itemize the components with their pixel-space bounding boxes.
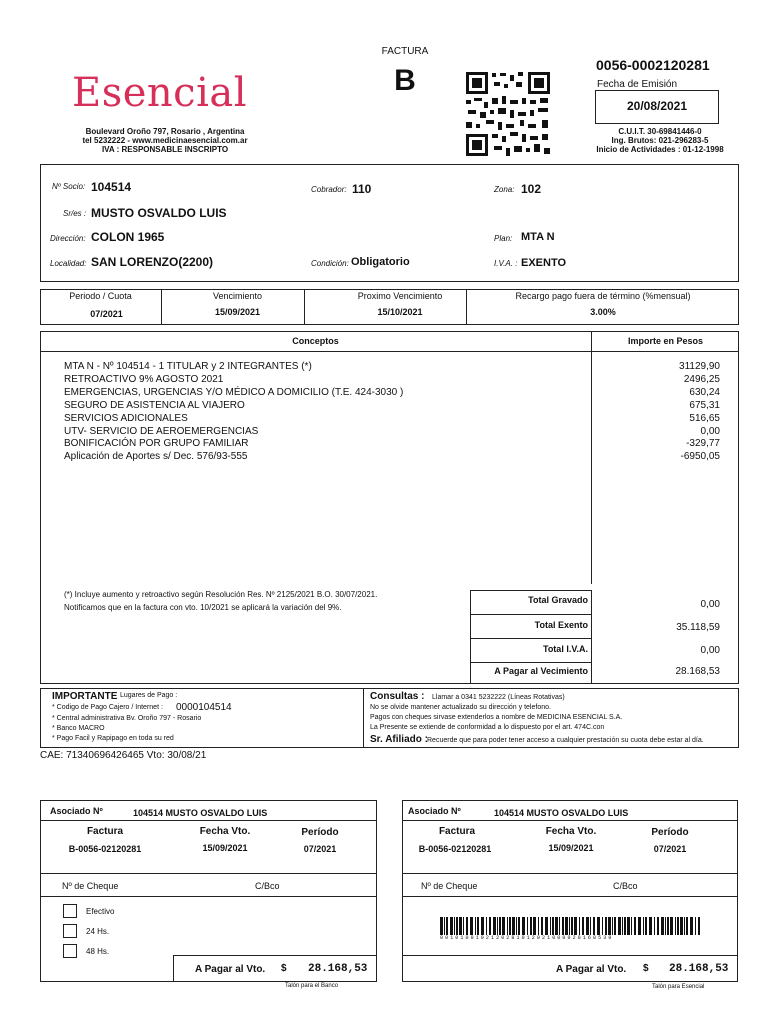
plan: MTA N <box>521 231 555 243</box>
talon-left-h-factura: Factura <box>86 826 124 837</box>
talon-left-footer: Talón para el Banco <box>285 983 339 989</box>
concepto-desc: Aplicación de Aportes s/ Dec. 576/93-555 <box>64 451 248 463</box>
total-iva-label: Total I.V.A. <box>542 644 588 654</box>
concepto-desc: EMERGENCIAS, URGENCIAS Y/O MÉDICO A DOMICILIO (T.E. 424-3030 ) <box>64 386 404 398</box>
concepto-desc: SERVICIOS ADICIONALES <box>64 412 188 424</box>
talon-left-h-fecha: Fecha Vto. <box>199 826 251 837</box>
talon-right-pagar-label: A Pagar al Vto. <box>556 964 627 975</box>
concepto-desc: RETROACTIVO 9% AGOSTO 2021 <box>64 373 224 385</box>
efectivo-label: Efectivo <box>86 907 115 916</box>
consultas-title: Consultas : <box>370 691 425 702</box>
doc-type-label: FACTURA <box>381 46 429 57</box>
talon-right-cheque: Nº de Cheque <box>421 881 478 891</box>
importe-header: Importe en Pesos <box>627 336 704 346</box>
concepto-amount: -6950,05 <box>680 451 720 463</box>
talon-right-v-periodo: 07/2021 <box>653 844 687 854</box>
prox-venc-value: 15/10/2021 <box>377 307 423 317</box>
talon-left-v-periodo: 07/2021 <box>303 844 337 854</box>
company-cuit: C.U.I.T. 30-69841446-0 <box>618 127 702 136</box>
localidad-label: Localidad: <box>50 259 87 268</box>
total-gravado-label: Total Gravado <box>528 595 588 605</box>
doc-letter: B <box>394 64 416 97</box>
company-inicio: Inicio de Actividades : 01-12-1998 <box>596 145 724 154</box>
talon-right-footer: Talón para Esencial <box>652 984 705 990</box>
importante-title: IMPORTANTE <box>52 691 118 702</box>
company-address: Boulevard Oroño 797, Rosario , Argentina <box>85 127 245 136</box>
barcode-icon <box>440 917 702 935</box>
vencimiento-value: 15/09/2021 <box>214 307 261 317</box>
concepto-amount: 2496,25 <box>683 373 720 385</box>
talon-left-h-periodo: Período <box>301 827 339 838</box>
talon-left-pagar: 28.168,53 <box>308 963 368 975</box>
iva-label: I.V.A. : <box>494 259 518 268</box>
talon-left-cbco: C/Bco <box>255 881 280 891</box>
efectivo-checkbox[interactable] <box>63 904 77 918</box>
qr-code-icon <box>464 70 552 158</box>
concepto-desc: BONIFICACIÓN POR GRUPO FAMILIAR <box>64 438 249 450</box>
zona: 102 <box>521 182 542 196</box>
barcode-digits: 0010100102120281012021000028168530 <box>440 935 614 941</box>
talon-left-asociado: 104514 MUSTO OSVALDO LUIS <box>133 808 268 818</box>
total-exento: 35.118,59 <box>676 622 720 633</box>
talon-right-v-factura: B-0056-02120281 <box>418 844 492 854</box>
cae: CAE: 71340696426465 Vto: 30/08/21 <box>40 750 207 761</box>
talon-right-asociado: 104514 MUSTO OSVALDO LUIS <box>494 808 629 818</box>
zona-label: Zona: <box>494 185 515 194</box>
lugares-label: Lugares de Pago : <box>120 692 178 699</box>
periodo-header: Periodo / Cuota <box>69 291 132 301</box>
concepto-amount: -329,77 <box>686 438 720 450</box>
afiliado-label: Sr. Afiliado : <box>370 734 428 745</box>
central-admin: * Central administrativa Bv. Oroño 797 - Rosario <box>52 715 202 722</box>
localidad: SAN LORENZO(2200) <box>91 255 214 269</box>
note-variacion: Notificamos que en la factura con vto. 10/2021 se aplicará la variación del 9%. <box>64 603 342 612</box>
talon-right-h-fecha: Fecha Vto. <box>545 826 597 837</box>
talon-left-v-factura: B-0056-02120281 <box>68 844 142 854</box>
conceptos-header: Conceptos <box>292 336 339 346</box>
prox-venc-header: Proximo Vencimiento <box>357 291 443 301</box>
concepto-amount: 0,00 <box>700 425 720 437</box>
recargo-header: Recargo pago fuera de término (%mensual) <box>515 291 691 301</box>
recargo-value: 3.00% <box>590 307 616 317</box>
24hs-label: 24 Hs. <box>86 927 110 936</box>
afiliado-text: Recuerde que para poder tener acceso a cualquier prestación su cuota debe estar al día. <box>427 737 704 744</box>
condicion: Obligatorio <box>351 256 410 268</box>
concepto-amount: 630,24 <box>689 386 720 398</box>
concepto-amount: 31129,90 <box>679 361 720 372</box>
brand-logo: Esencial <box>72 70 247 116</box>
talon-right-pagar: 28.168,53 <box>669 963 729 975</box>
talon-left-v-fecha: 15/09/2021 <box>202 843 248 853</box>
note-resolucion: (*) Incluye aumento y retroactivo según Resolución Res. Nº 2125/2021 B.O. 30/07/2021. <box>64 590 378 599</box>
talon-right-currency: $ <box>643 963 649 974</box>
total-pagar: 28.168,53 <box>675 666 720 677</box>
total-gravado: 0,00 <box>700 599 720 610</box>
iva-status: EXENTO <box>521 257 567 269</box>
total-pagar-label: A Pagar al Vecimiento <box>494 666 588 676</box>
concepto-amount: 516,65 <box>689 412 720 424</box>
talon-left-asociado-label: Asociado Nº <box>50 806 103 816</box>
48hs-label: 48 Hs. <box>86 947 110 956</box>
direccion: COLON 1965 <box>91 230 165 244</box>
direccion-label: Dirección: <box>50 234 86 243</box>
emission-label: Fecha de Emisión <box>597 79 678 90</box>
talon-right-asociado-label: Asociado Nº <box>408 806 461 816</box>
talon-right-h-periodo: Período <box>651 827 689 838</box>
codigo-pago: 0000104514 <box>176 702 232 713</box>
consultas-tel: Llamar a 0341 5232222 (Líneas Rotativas) <box>432 694 565 701</box>
concepto-desc: UTV- SERVICIO DE AEROEMERGENCIAS <box>64 425 259 437</box>
pago-facil: * Pago Facil y Rapipago en toda su red <box>52 735 174 742</box>
emission-date: 20/08/2021 <box>626 99 688 113</box>
nombre-label: Sr/es : <box>63 209 87 218</box>
concepto-desc: MTA N - Nº 104514 - 1 TITULAR y 2 INTEGRANTES (*) <box>64 361 312 372</box>
codigo-pago-label: * Codigo de Pago Cajero / Internet : <box>52 704 163 711</box>
24hs-checkbox[interactable] <box>63 924 77 938</box>
talon-right-v-fecha: 15/09/2021 <box>548 843 594 853</box>
consultas-c2: Pagos con cheques sirvase extenderlos a nombre de MEDICINA ESENCIAL S.A. <box>370 714 623 721</box>
invoice-number: 0056-0002120281 <box>596 57 710 73</box>
socio-nro: 104514 <box>91 180 132 194</box>
company-ing-brutos: Ing. Brutos: 021-296283-5 <box>611 136 709 145</box>
nombre: MUSTO OSVALDO LUIS <box>91 206 227 220</box>
vencimiento-header: Vencimiento <box>212 291 263 301</box>
talon-right-h-factura: Factura <box>438 826 476 837</box>
periodo-value: 07/2021 <box>90 309 123 319</box>
concepto-desc: SEGURO DE ASISTENCIA AL VIAJERO <box>64 399 245 411</box>
total-iva: 0,00 <box>700 645 720 656</box>
cobrador-label: Cobrador: <box>311 185 347 194</box>
talon-left-currency: $ <box>281 963 287 974</box>
banco: * Banco MACRO <box>52 725 105 732</box>
consultas-c1: No se olvide mantener actualizado su dirección y telefono. <box>370 704 551 711</box>
company-contact: tel 5232222 - www.medicinaesencial.com.ar <box>82 136 248 145</box>
cobrador: 110 <box>352 182 372 196</box>
consultas-c3: La Presente se extiende de conformidad a lo dispuesto por el art. 474C.con <box>370 724 605 731</box>
talon-left-cheque: Nº de Cheque <box>62 881 119 891</box>
concepto-amount: 675,31 <box>689 399 720 411</box>
talon-right-cbco: C/Bco <box>613 881 638 891</box>
talon-left-pagar-label: A Pagar al Vto. <box>195 964 266 975</box>
total-exento-label: Total Exento <box>534 620 588 630</box>
socio-nro-label: Nº Socio: <box>52 182 86 191</box>
condicion-label: Condición: <box>311 259 349 268</box>
plan-label: Plan: <box>494 234 513 243</box>
company-iva: IVA : RESPONSABLE INSCRIPTO <box>101 145 229 154</box>
48hs-checkbox[interactable] <box>63 944 77 958</box>
